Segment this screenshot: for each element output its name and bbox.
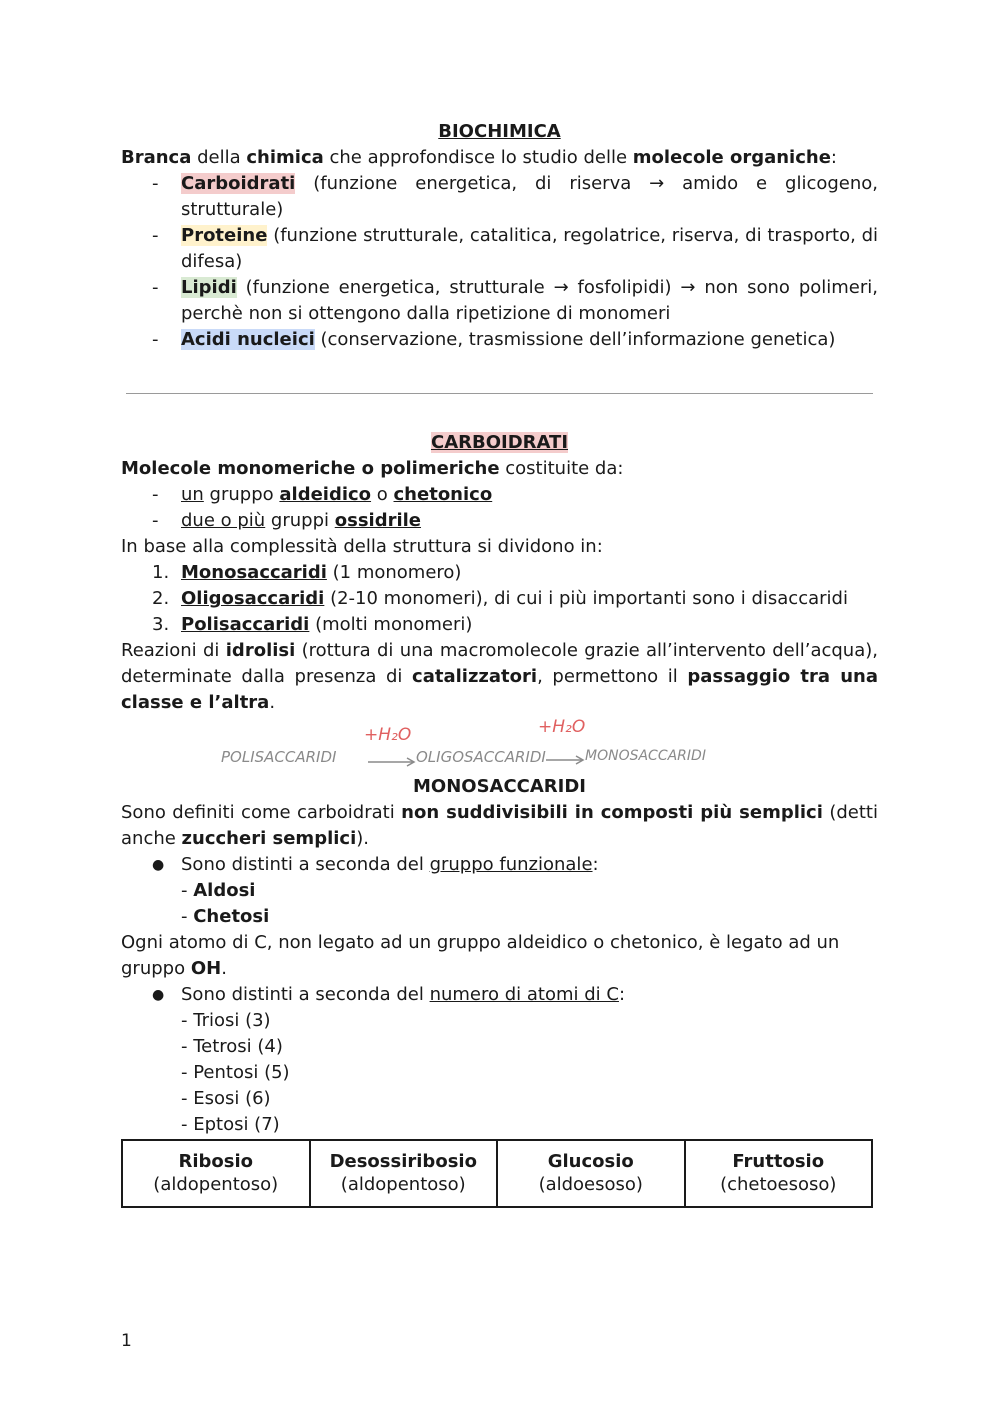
list-item: - Acidi nucleici (conservazione, trasmissione dell’informazione genetica) (121, 327, 878, 353)
scheme-water-1: +H₂O (364, 725, 412, 745)
scheme-monosaccaridi: MONOSACCARIDI (585, 748, 706, 764)
size-item: - Pentosi (5) (181, 1062, 290, 1083)
list-item: - Carboidrati (funzione energetica, di riserva → amido e glicogeno, strutturale) (121, 171, 878, 223)
table-cell: Ribosio (aldopentoso) (122, 1140, 310, 1207)
scheme-polisaccaridi: POLISACCARIDI (221, 748, 337, 766)
group-chetosi: - Chetosi (181, 906, 270, 927)
oh-paragraph: Ogni atomo di C, non legato ad un gruppo aldeidico o chetonico, è legato ad un gruppo OH. (121, 932, 840, 979)
group-aldosi: - Aldosi (181, 880, 256, 901)
monosaccaridi-title: MONOSACCARIDI (412, 776, 587, 797)
list-item: - due o più gruppi ossidrile (121, 508, 878, 534)
bullet-numero-atomi: ● Sono distinti a seconda del numero di atomi di C: (121, 982, 878, 1008)
biochimica-intro: Branca della chimica che approfondisce lo studio delle molecole organiche: (121, 147, 837, 168)
monosaccaridi-definition: Sono definiti come carboidrati non suddivisibili in composti più semplici (detti anche zuccheri semplici). (121, 802, 878, 849)
page-number: 1 (121, 1331, 132, 1351)
list-item: - Lipidi (funzione energetica, strutturale → fosfolipidi) → non sono polimeri, perchè non si ottengono dalla ripetizione di monomeri (121, 275, 878, 327)
hydrolysis-scheme-drawing (216, 716, 836, 774)
monosaccaridi-table (121, 1139, 873, 1208)
table-row (122, 1140, 872, 1207)
size-item: - Tetrosi (4) (181, 1036, 283, 1057)
carboidrati-intro: Molecole monomeriche o polimeriche costituite da: (121, 458, 624, 479)
classes-intro: In base alla complessità della struttura si dividono in: (121, 536, 603, 557)
size-item: - Eptosi (7) (181, 1114, 280, 1135)
list-item: 3. Polisaccaridi (molti monomeri) (152, 614, 473, 635)
handwritten-hydrolysis-scheme (121, 716, 878, 774)
carboidrati-composition-list (121, 482, 878, 534)
scheme-water-2: +H₂O (538, 717, 586, 737)
table-cell: Desossiribosio (aldopentoso) (310, 1140, 498, 1207)
bullet-gruppo-funzionale: ● Sono distinti a seconda del gruppo funzionale: (121, 852, 878, 878)
document-page (121, 119, 878, 1208)
list-item: - un gruppo aldeidico o chetonico (121, 482, 878, 508)
carboidrati-title: CARBOIDRATI (430, 432, 569, 453)
table-cell: Glucosio (aldoesoso) (497, 1140, 685, 1207)
size-item: - Esosi (6) (181, 1088, 271, 1109)
biochimica-list (121, 171, 878, 353)
biochimica-title: BIOCHIMICA (438, 121, 561, 142)
list-item: - Proteine (funzione strutturale, catalitica, regolatrice, riserva, di trasporto, di difesa) (121, 223, 878, 275)
table-cell: Fruttosio (chetoesoso) (685, 1140, 873, 1207)
list-item: 1. Monosaccaridi (1 monomero) (152, 562, 462, 583)
classes-list (121, 560, 878, 638)
list-item: 2. Oligosaccaridi (2-10 monomeri), di cui i più importanti sono i disaccaridi (152, 588, 848, 609)
section-divider (126, 393, 873, 394)
idrolisi-paragraph: Reazioni di idrolisi (rottura di una macromolecole grazie all’intervento dell’acqua), determinate dalla presenza di catalizzatori, permettono il passaggio tra una classe e l’altra. (121, 640, 878, 713)
scheme-oligosaccaridi: OLIGOSACCARIDI (416, 748, 546, 766)
size-item: - Triosi (3) (181, 1010, 271, 1031)
